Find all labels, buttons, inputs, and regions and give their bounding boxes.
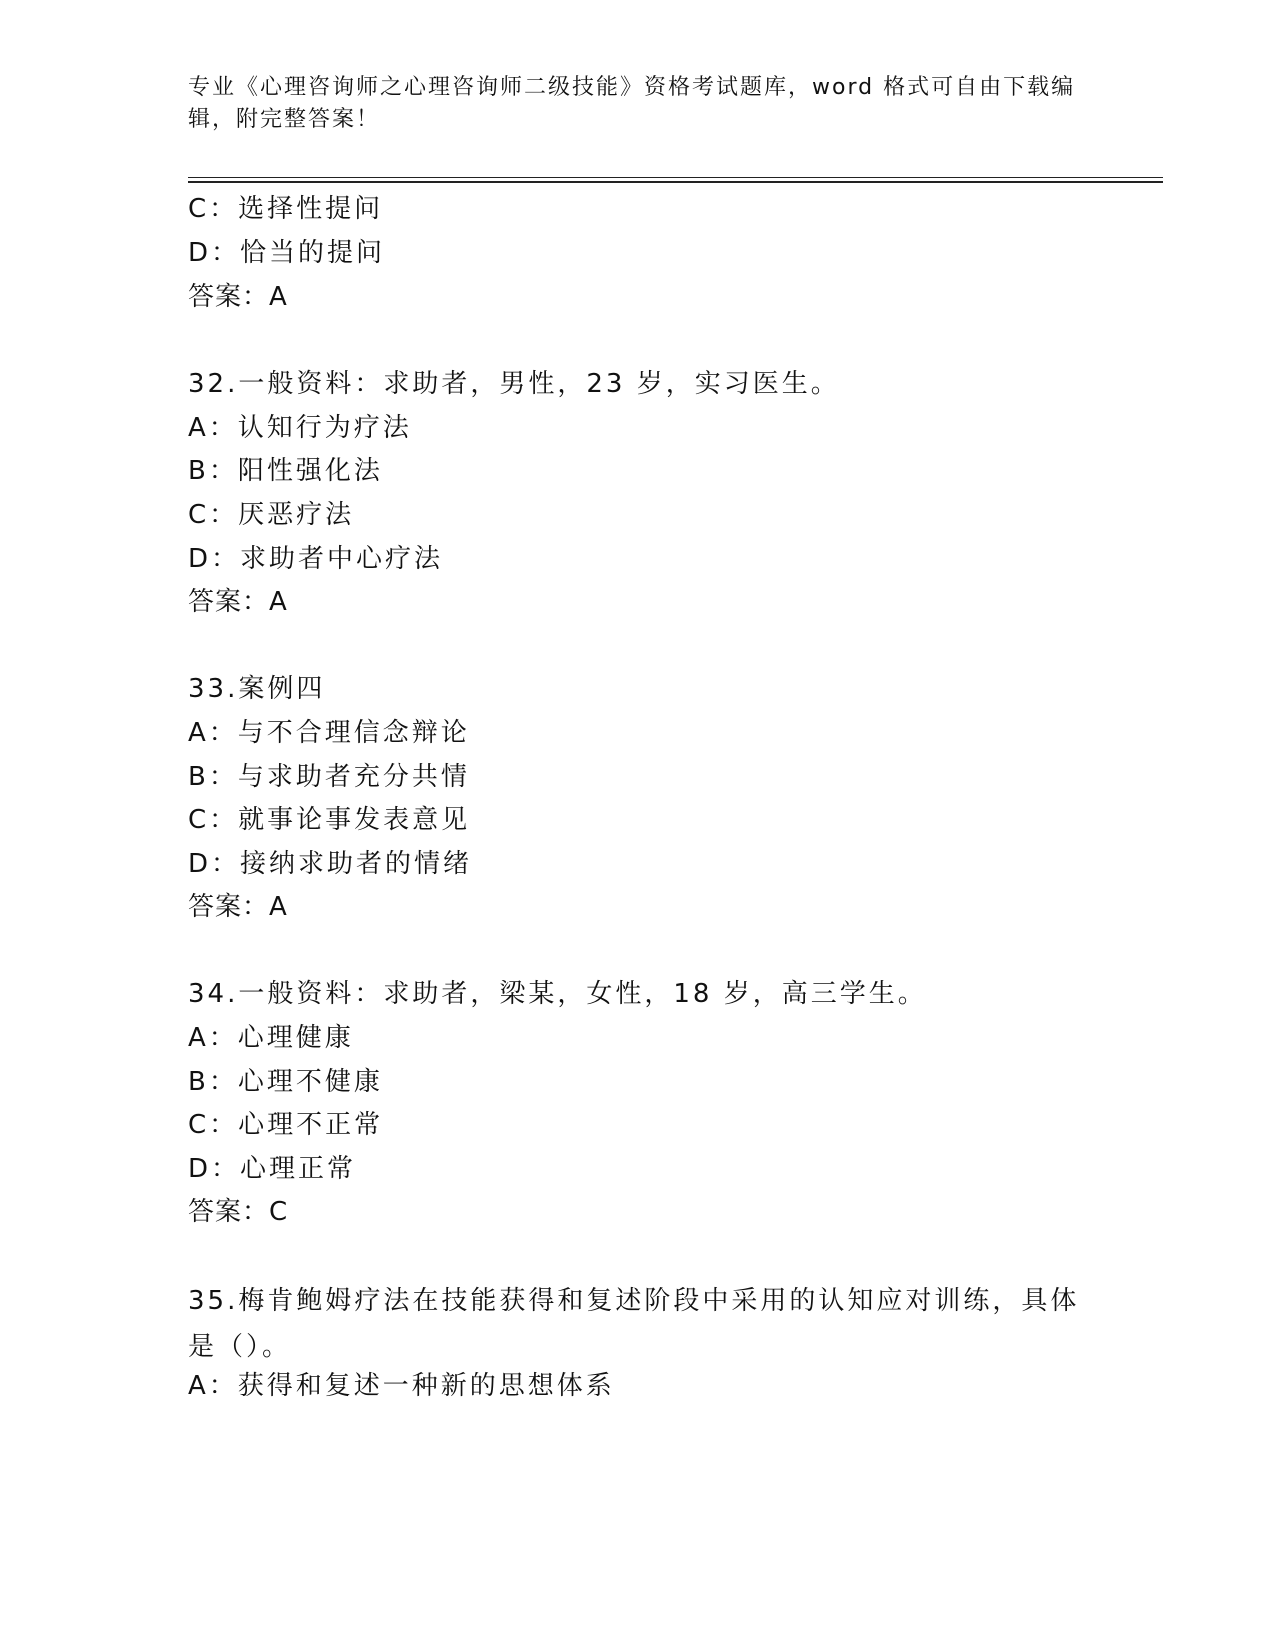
answer-line: 答案：A bbox=[188, 587, 288, 617]
question-32: 32.一般资料：求助者，男性，23 岁，实习医生。 bbox=[188, 369, 840, 399]
answer-line: 答案：A bbox=[188, 282, 288, 312]
option-c: C：厌恶疗法 bbox=[188, 500, 355, 530]
question-33: 33.案例四 bbox=[188, 674, 326, 704]
option-a: A：心理健康 bbox=[188, 1023, 354, 1053]
header-divider-thin bbox=[188, 177, 1163, 178]
option-d: D：接纳求助者的情绪 bbox=[188, 849, 473, 879]
option-d: D：恰当的提问 bbox=[188, 238, 386, 268]
option-d: D：心理正常 bbox=[188, 1154, 357, 1184]
option-d: D：求助者中心疗法 bbox=[188, 544, 444, 574]
option-a: A：认知行为疗法 bbox=[188, 413, 412, 443]
option-c: C：就事论事发表意见 bbox=[188, 805, 471, 835]
option-b: B：心理不健康 bbox=[188, 1067, 383, 1097]
option-a: A：与不合理信念辩论 bbox=[188, 718, 470, 748]
question-34: 34.一般资料：求助者，梁某，女性，18 岁，高三学生。 bbox=[188, 979, 927, 1009]
answer-line: 答案：A bbox=[188, 892, 288, 922]
header-divider-thick bbox=[188, 181, 1163, 183]
option-c: C：心理不正常 bbox=[188, 1110, 384, 1140]
question-35: 35.梅肯鲍姆疗法在技能获得和复述阶段中采用的认知应对训练，具体是（）。 bbox=[188, 1286, 1080, 1362]
page-header: 专业《心理咨询师之心理咨询师二级技能》资格考试题库，word 格式可自由下载编辑，附完整答案！ bbox=[188, 75, 1076, 132]
option-b: B：阳性强化法 bbox=[188, 456, 383, 486]
answer-line: 答案：C bbox=[188, 1197, 289, 1227]
option-a: A：获得和复述一种新的思想体系 bbox=[188, 1371, 615, 1401]
option-b: B：与求助者充分共情 bbox=[188, 762, 470, 792]
option-c: C：选择性提问 bbox=[188, 194, 384, 224]
